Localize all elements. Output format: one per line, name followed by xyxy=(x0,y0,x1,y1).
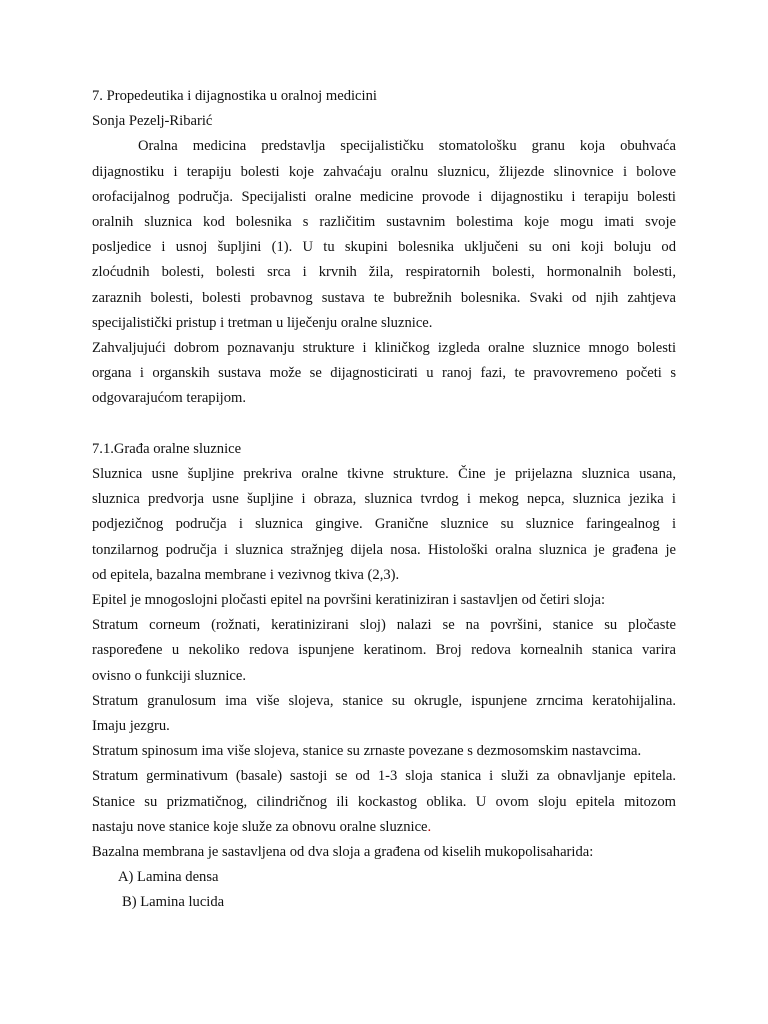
text-line: zloćudnih bolesti, bolesti srca i krvnih žila, respiratornih bolesti, hormonalnih bolesti, xyxy=(92,264,676,281)
list-item: B) Lamina lucida xyxy=(122,894,225,911)
text-line: Stanice su prizmatičnog, cilindričnog ili kockastog oblika. U ovom sloju epitela mitozom xyxy=(92,793,676,810)
text-line: od epitela, bazalna membrane i vezivnog tkiva (2,3). xyxy=(92,566,400,583)
red-period: . xyxy=(427,818,432,835)
text-line: raspoređene u nekoliko redova ispunjene keratinom. Broj redova kornealnih stanica varira xyxy=(92,642,676,659)
paragraph-mucosa xyxy=(92,462,676,588)
text-line: tonzilarnog područja i sluznica stražnjeg dijela nosa. Histološki oralna sluznica je građena je xyxy=(92,541,676,558)
text-line: Stratum granulosum ima više slojeva, stanice su okrugle, ispunjene zrncima keratohijalina. xyxy=(92,692,676,709)
text-line: Oralna medicina predstavlja specijalističku stomatološku granu koja obuhvaća xyxy=(138,138,676,155)
paragraph-intro xyxy=(92,134,676,336)
text-line: odgovarajućom terapijom. xyxy=(92,390,246,407)
text-line: Stratum germinativum (basale) sastoji se od 1-3 sloja stanica i služi za obnavljanje epitela. xyxy=(92,768,676,785)
text-line: dijagnostiku i terapiju bolesti koje zahvaćaju oralnu sluznicu, žlijezde slinovnice i bolove xyxy=(92,163,676,180)
paragraph-stratum-granulosum xyxy=(92,689,676,739)
paragraph-diagnosis xyxy=(92,336,676,412)
paragraph-epitel: Epitel je mnogoslojni pločasti epitel na površini keratiniziran i sastavljen od četiri sloja: xyxy=(92,592,606,609)
text-line: podjezičnog područja i sluznica gingive. Granične sluznice su sluznice faringealnog i xyxy=(92,516,676,533)
paragraph-stratum-spinosum: Stratum spinosum ima više slojeva, stanice su zrnaste povezane s dezmosomskim nastavcima. xyxy=(92,743,642,760)
text-line: Imaju jezgru. xyxy=(92,718,170,735)
text-line: Stratum corneum (rožnati, keratinizirani sloj) nalazi se na površini, stanice su pločaste xyxy=(92,617,676,634)
text-segment: nastaju nove stanice koje služe za obnovu oralne sluznice xyxy=(92,818,428,835)
chapter-heading: 7. Propedeutika i dijagnostika u oralnoj medicini xyxy=(92,88,377,104)
section-heading: 7.1.Građa oralne sluznice xyxy=(92,440,242,457)
text-line: zaraznih bolesti, bolesti probavnog sustava te bubrežnih bolesnika. Svaki od njih zahtjeva xyxy=(92,289,676,306)
text-line: orofacijalnog područja. Specijalisti oralne medicine provode i dijagnostiku i terapiju bolesti xyxy=(92,188,676,205)
paragraph-stratum-germinativum xyxy=(92,764,676,840)
text-line: organa i organskih sustava može se dijagnosticirati u ranoj fazi, te pravovremeno početi s xyxy=(92,365,676,382)
text-line: Sluznica usne šupljine prekriva oralne tkivne strukture. Čine je prijelazna sluznica usana, xyxy=(92,466,676,483)
text-line: posljedice i usnoj šupljini (1). U tu skupini bolesnika uključeni su oni koji boluju od xyxy=(92,239,676,256)
blank-line xyxy=(92,412,676,437)
text-line: specijalistički pristup i tretman u liječenju oralne sluznice. xyxy=(92,314,433,331)
text-line: Zahvaljujući dobrom poznavanju strukture i kliničkog izgleda oralne sluznice mnogo bolesti xyxy=(92,340,676,357)
paragraph-stratum-corneum xyxy=(92,613,676,689)
text-line: oralnih sluznica kod bolesnika s različitim sustavnim bolestima koje mogu imati svoje xyxy=(92,214,676,231)
text-line: sluznica predvorja usne šupljine i obraza, sluznica tvrdog i mekog nepca, sluznica jezika i xyxy=(92,491,676,508)
author-name: Sonja Pezelj-Ribarić xyxy=(92,113,213,130)
list-item: A) Lamina densa xyxy=(118,869,219,886)
text-line: ovisno o funkciji sluznice. xyxy=(92,667,247,684)
paragraph-basal-membrane: Bazalna membrana je sastavljena od dva sloja a građena od kiselih mukopolisaharida: xyxy=(92,844,594,861)
document-page xyxy=(92,84,676,916)
text-line xyxy=(92,815,676,840)
